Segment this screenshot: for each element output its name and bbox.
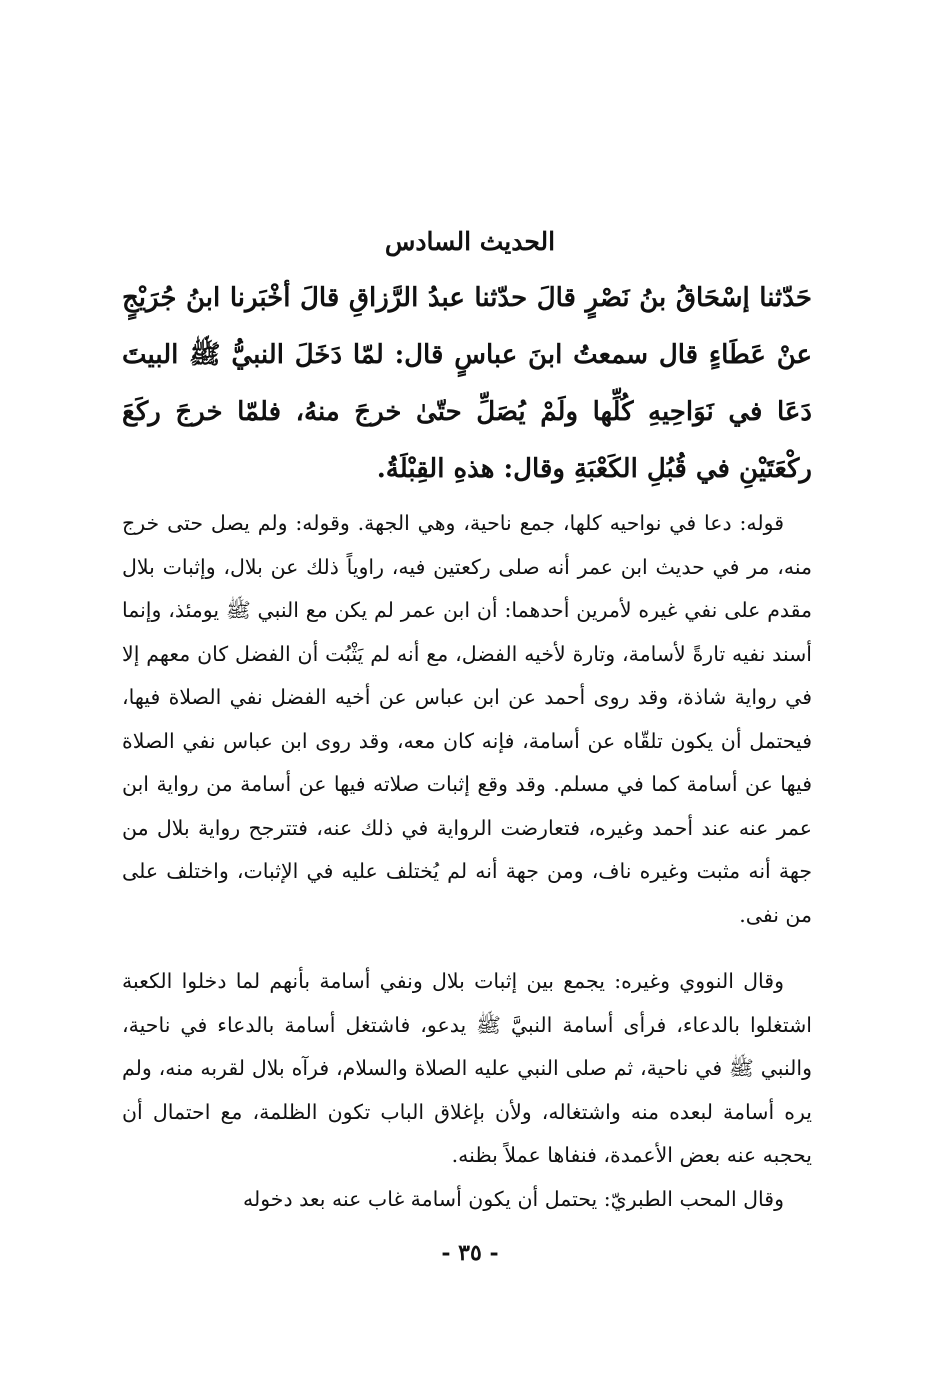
commentary-paragraph-2: وقال النووي وغيره: يجمع بين إثبات بلال ونفي أسامة بأنهم لما دخلوا الكعبة اشتغلوا بالدعاء، فرأى أسامة النبيَّ ﷺ يدعو، فاشتغل أسامة بالدعاء في ناحية، والنبي ﷺ في ناحية، ثم صلى النبي عليه الصلاة والسلام، فرآه بلال لقربه منه، ولم يره أسامة لبعده منه واشتغاله، ولأن بإغلاق الباب تكون الظلمة، مع احتمال أن يحجبه عنه بعض الأعمدة، فنفاها عملاً بظنه. xyxy=(122,969,812,1167)
commentary-paragraph-1: قوله: دعا في نواحيه كلها، جمع ناحية، وهي الجهة. وقوله: ولم يصل حتى خرج منه، مر في حديث ابن عمر أنه صلى ركعتين فيه، راوياً ذلك عن بلال، وإثبات بلال مقدم على نفي غيره لأمرين أحدهما: أن ابن عمر لم يكن مع النبي ﷺ يومئذ، وإنما أسند نفيه تارةً لأسامة، وتارة لأخيه الفضل، مع أنه لم يَثْبُت أن الفضل كان معهم إلا في رواية شاذة، وقد روى أحمد عن ابن عباس عن أخيه الفضل نفي الصلاة فيها، فيحتمل أن يكون تلقّاه عن أسامة، فإنه كان معه، وقد روى ابن عباس نفي الصلاة فيها عن أسامة كما في مسلم. وقد وقع إثبات صلاته فيها عن أسامة من رواية ابن عمر عنه عند أحمد وغيره، فتعارضت الرواية في ذلك عنه، فتترجح رواية بلال من جهة أنه مثبت وغيره ناف، ومن جهة أنه لم يُختلف عليه في الإثبات، واختلف على من نفى. xyxy=(122,511,812,927)
page-number: - ٣٥ - xyxy=(441,1240,499,1266)
chapter-heading: الحديث السادس xyxy=(384,227,556,256)
hadith-text: حَدّثنا إسْحَاقُ بنُ نَصْرٍ قالَ حدّثنا عبدُ الرَّزاقِ قالَ أخْبَرنا ابنُ جُرَيْجٍ عنْ عَطَاءٍ قال سمعتُ ابنَ عباسٍ قال: لمّا دَخَلَ النبيُّ ﷺ البيتَ دَعَا في نَوَاحِيهِ كُلِّها ولَمْ يُصَلِّ حتّىٰ خرجَ منهُ، فلمّا خرجَ ركَعَ ركْعَتَيْنِ في قُبُلِ الكَعْبَةِ وقال: هذهِ القِبْلَةُ. xyxy=(122,283,812,484)
commentary-paragraph-3: وقال المحب الطبريّ: يحتمل أن يكون أسامة غاب عنه بعد دخوله xyxy=(242,1187,784,1211)
